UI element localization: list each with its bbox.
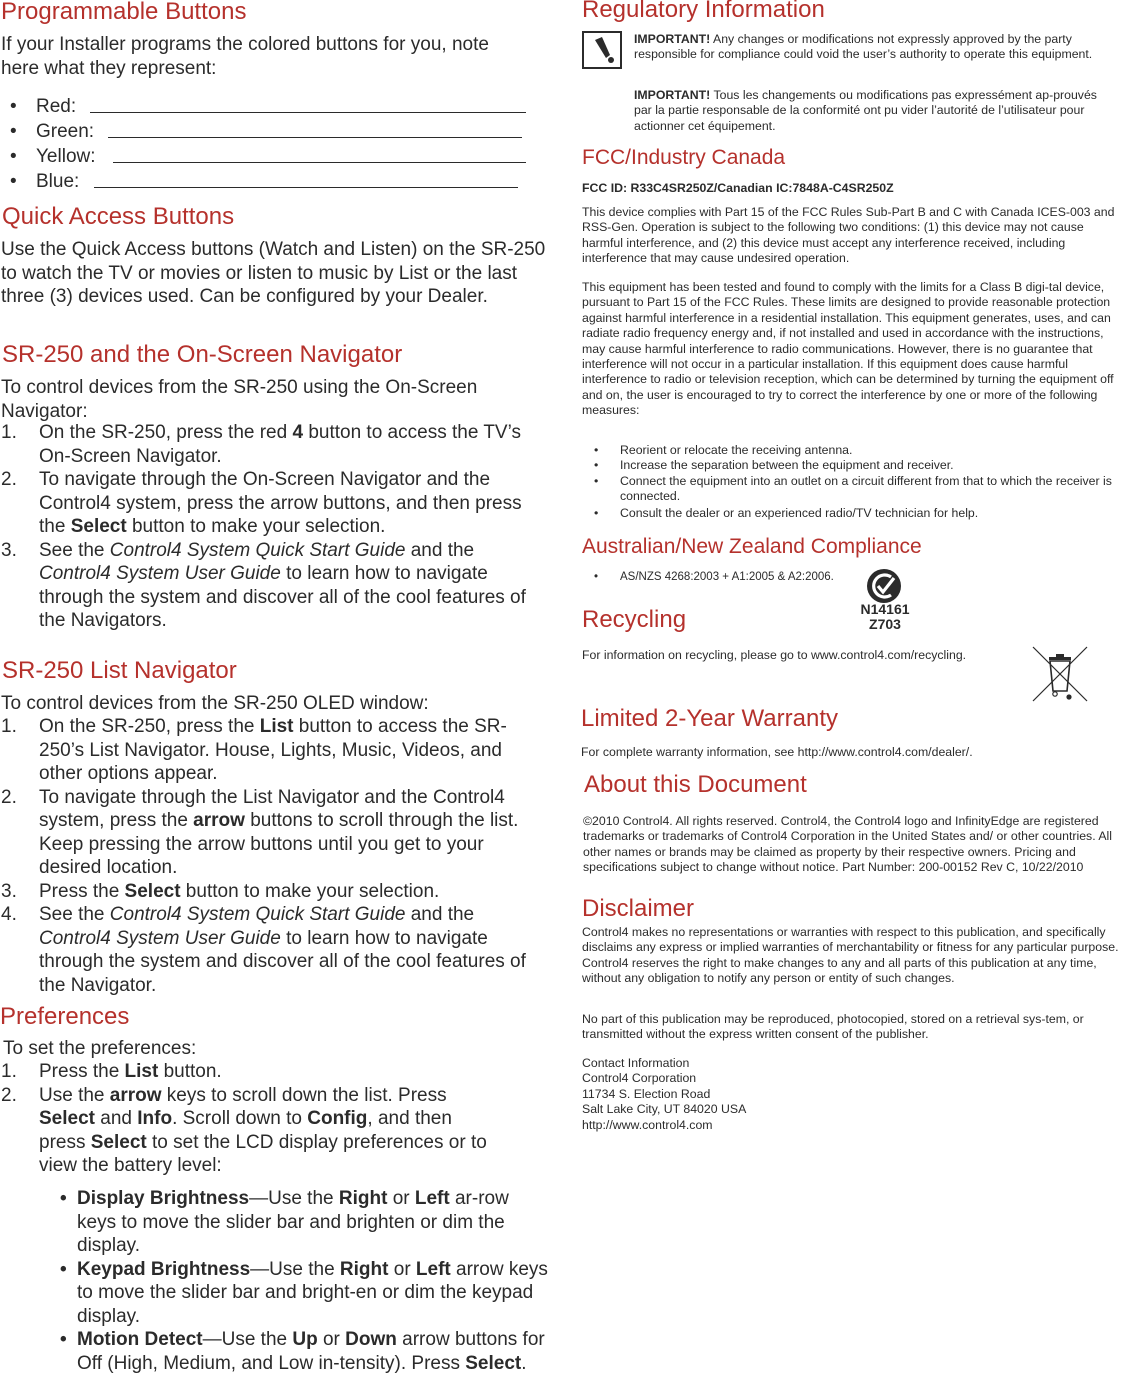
c-tick-icon bbox=[864, 566, 904, 606]
programmable-intro: If your Installer programs the colored buttons for you, note here what they represent: bbox=[1, 34, 489, 79]
fcc-paragraph-2: This equipment has been tested and found to comply with the limits for a Class B digi-tal device, pursuant to Part 15 of the FCC Rules. These limits are designed to provide reasonable protection against harmful interference in a residential installation. This equipment generates, uses, and can radiate radio frequency energy and, if not installed and used in accordance with the instructions, may cause harmful interference to radio communications. However, there is no guarantee that interference will not occur in a particular installation. If this equipment does cause harmful interference to radio or television reception, which can be determined by turning the equipment off and on, the user is encouraged to try to correct the interference by one or more of the following measures: bbox=[582, 280, 1114, 418]
fill-line-blue[interactable] bbox=[94, 187, 518, 188]
contact-url[interactable]: http://www.control4.com bbox=[582, 1117, 713, 1132]
onscreen-steps bbox=[1, 421, 541, 633]
fill-line-yellow[interactable] bbox=[113, 162, 526, 163]
recycling-body: For information on recycling, please go to www.control4.com/recycling. bbox=[582, 648, 967, 662]
list-item: • Reorient or relocate the receiving antenna. bbox=[594, 443, 853, 457]
programmable-buttons-heading: Programmable Buttons bbox=[1, 0, 247, 25]
preferences-steps bbox=[1, 1060, 549, 1178]
blank-red: • Red: bbox=[0, 94, 530, 119]
list-navigator-steps bbox=[1, 715, 549, 997]
warranty-heading: Limited 2-Year Warranty bbox=[581, 705, 838, 732]
contact-line: 11734 S. Election Road bbox=[582, 1086, 711, 1101]
anz-bullet bbox=[582, 570, 882, 585]
preferences-options bbox=[1, 1187, 549, 1375]
list-item: • Consult the dealer or an experienced radio/TV technician for help. bbox=[594, 505, 979, 520]
list-item: 1. On the SR-250, press the List button to access the SR-250’s List Navigator. House, Lights, Music, Videos, and other options appear. bbox=[1, 716, 507, 784]
list-item: • Increase the separation between the equipment and receiver. bbox=[594, 458, 954, 473]
anz-heading: Australian/New Zealand Compliance bbox=[582, 535, 922, 558]
disclaimer-heading: Disclaimer bbox=[582, 895, 695, 922]
list-item: • Motion Detect—Use the Up or Down arrow buttons for Off (High, Medium, and Low in-tensity). Press Select. bbox=[60, 1329, 545, 1374]
list-navigator-heading: SR-250 List Navigator bbox=[2, 657, 237, 684]
disclaimer-paragraph-2: No part of this publication may be reproduced, photocopied, stored on a retrieval sys-tem, or transmitted without the express written consent of the publisher. bbox=[582, 1012, 1084, 1042]
list-item: • Display Brightness—Use the Right or Left ar-row keys to move the slider bar and brighten or dim the display. bbox=[60, 1188, 509, 1256]
list-item: 2. Use the arrow keys to scroll down the list. Press Select and Info. Scroll down to Config, and then press Select to set the LCD display preferences or to view the battery level: bbox=[1, 1084, 487, 1176]
fill-line-red[interactable] bbox=[90, 112, 526, 113]
compliance-number: N14161 Z703 bbox=[860, 601, 910, 632]
list-item: 3. Press the Select button to make your selection. bbox=[1, 880, 440, 902]
onscreen-intro: To control devices from the SR-250 using the On-Screen Navigator: bbox=[1, 377, 478, 422]
list-item: 1. Press the List button. bbox=[1, 1061, 222, 1082]
preferences-intro: To set the preferences: bbox=[3, 1038, 197, 1059]
contact-line: Salt Lake City, UT 84020 USA bbox=[582, 1102, 747, 1117]
blank-green: • Green: bbox=[0, 119, 530, 144]
blank-blue: • Blue: bbox=[0, 169, 530, 194]
fcc-paragraph-1: This device complies with Part 15 of the FCC Rules Sub-Part B and C with Canada ICES-003 and RSS-Gen. Operation is subject to the following two conditions: (1) this device may not cause harmful interference, and (2) this device must accept any interference received, including interference that may cause undesired operation. bbox=[582, 205, 1115, 266]
list-item: 3. See the Control4 System Quick Start Guide and the Control4 System User Guide to learn how to navigate through the system and discover all of the cool features of the Navigators. bbox=[1, 539, 526, 631]
recycling-heading: Recycling bbox=[582, 606, 687, 633]
contact-line: Control4 Corporation bbox=[582, 1071, 697, 1086]
onscreen-navigator-heading: SR-250 and the On-Screen Navigator bbox=[2, 341, 403, 368]
contact-line: Contact Information bbox=[582, 1056, 690, 1070]
regulatory-heading: Regulatory Information bbox=[582, 0, 825, 23]
fill-line-green[interactable] bbox=[108, 137, 522, 138]
about-heading: About this Document bbox=[584, 771, 807, 798]
list-item: 4. See the Control4 System Quick Start Guide and the Control4 System User Guide to learn how to navigate through the system and discover all of the cool features of the Navigator. bbox=[1, 904, 526, 996]
recycling-bin-icon bbox=[1031, 643, 1089, 705]
contact-information bbox=[582, 1056, 1127, 1133]
preferences-heading: Preferences bbox=[0, 1003, 130, 1030]
list-item: 1. On the SR-250, press the red 4 button to access the TV’s On-Screen Navigator. bbox=[1, 422, 521, 467]
quick-access-heading: Quick Access Buttons bbox=[2, 203, 235, 230]
important-notice-en: IMPORTANT! Any changes or modifications not expressly approved by the party responsible for compliance could void the user’s authority to operate this equipment. bbox=[634, 32, 1093, 62]
fcc-id: FCC ID: R33C4SR250Z/Canadian IC:7848A-C4SR250Z bbox=[582, 181, 894, 195]
blank-yellow: • Yellow: bbox=[0, 144, 530, 169]
about-body: ©2010 Control4. All rights reserved. Control4, the Control4 logo and InfinityEdge are registered trademarks or trademarks of Control4 Corporation in the United States and/ or other countries. All other names or brands may be claimed as property by their respective owners. Pricing and specifications subject to change without notice. Part Number: 200-00152 Rev C, 10/22/2010 bbox=[583, 814, 1113, 875]
list-item: • Connect the equipment into an outlet on a circuit different from that to which the receiver is connected. bbox=[594, 473, 1112, 504]
list-navigator-intro: To control devices from the SR-250 OLED window: bbox=[1, 693, 429, 714]
list-item: • Keypad Brightness—Use the Right or Left arrow keys to move the slider bar and bright-en or dim the keypad display. bbox=[60, 1258, 548, 1327]
list-item: 2. To navigate through the On-Screen Navigator and the Control4 system, press the arrow buttons, and then press the Select button to make your selection. bbox=[1, 469, 522, 537]
important-notice-fr: IMPORTANT! Tous les changements ou modifications pas expressément ap-prouvés par la partie responsable de la conformité ont pu vider l’autorité de l’utilisateur pour actionner cet équipement. bbox=[634, 88, 1097, 133]
list-item: • AS/NZS 4268:2003 + A1:2005 & A2:2006. bbox=[594, 571, 834, 583]
fcc-heading: FCC/Industry Canada bbox=[582, 146, 786, 169]
disclaimer-paragraph-1: Control4 makes no representations or warranties with respect to this publication, and specifically disclaims any express or implied warranties of merchantability or fitness for any particular purpose. Control4 reserves the right to make changes to any and all parts of this publication at any time, without any obligation to notify any person or entity of such changes. bbox=[582, 925, 1119, 986]
list-item: 2. To navigate through the List Navigator and the Control4 system, press the arrow buttons to scroll through the list. Keep pressing the arrow buttons until you get to your desired location. bbox=[1, 786, 519, 878]
warning-icon bbox=[582, 31, 622, 69]
quick-access-body: Use the Quick Access buttons (Watch and Listen) on the SR-250 to watch the TV or movies or listen to music by List or the last three (3) devices used. Can be configured by your Dealer. bbox=[1, 239, 546, 307]
warranty-body: For complete warranty information, see http://www.control4.com/dealer/. bbox=[581, 745, 973, 759]
fcc-measures bbox=[582, 443, 1125, 521]
